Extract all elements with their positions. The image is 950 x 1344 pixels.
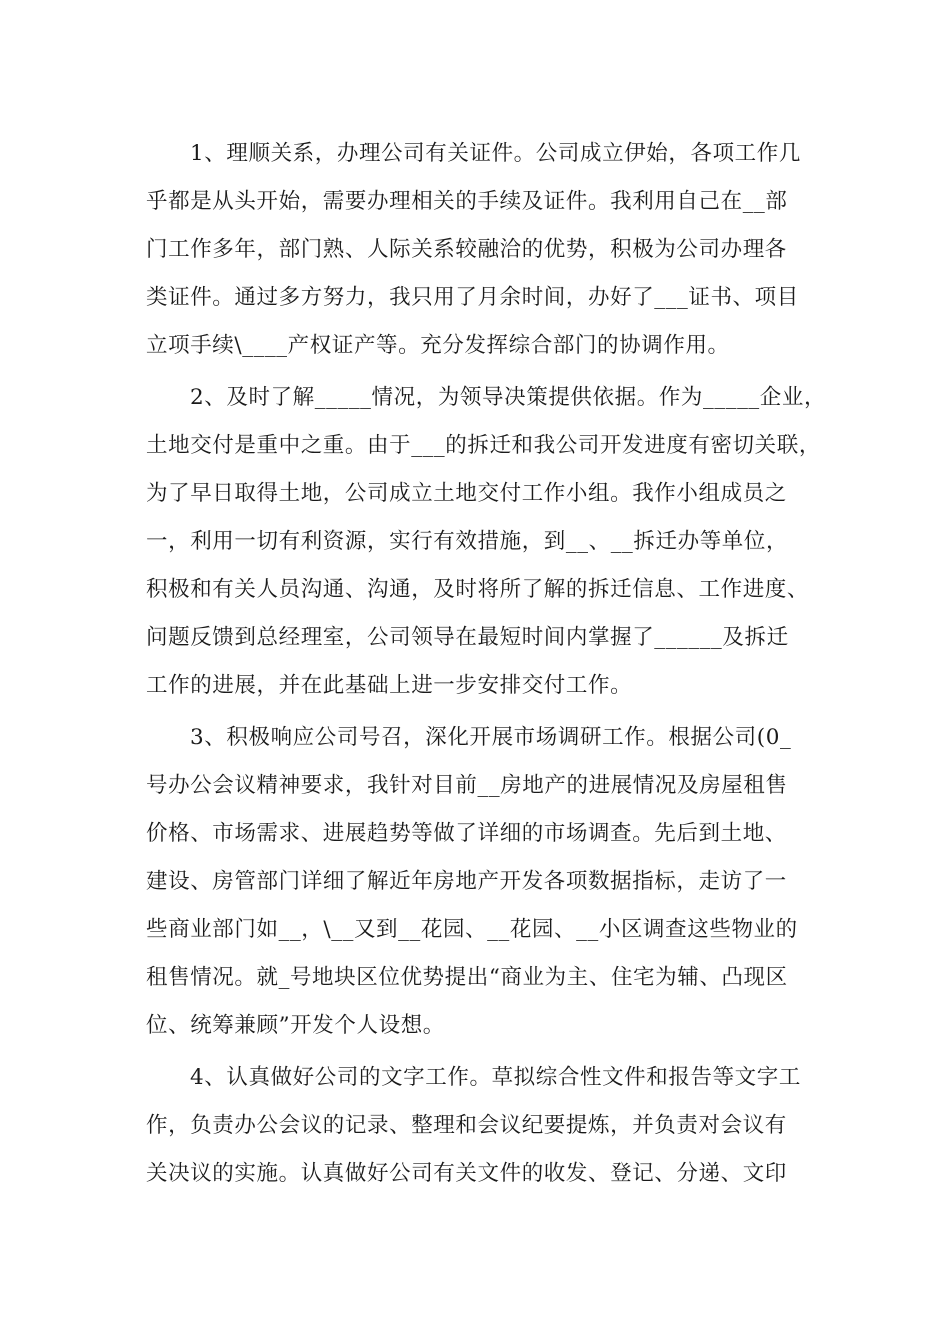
paragraph-2-line-5: 积极和有关人员沟通、沟通，及时将所了解的拆迁信息、工作进度、 (146, 577, 810, 602)
paragraph-1-line-2: 乎都是从头开始，需要办理相关的手续及证件。我利用自己在__部 (146, 189, 788, 214)
paragraph-1-line-1: 1、理顺关系，办理公司有关证件。公司成立伊始，各项工作几 (190, 141, 801, 166)
paragraph-3-line-6: 租售情况。就_号地块区位优势提出“商业为主、住宅为辅、凸现区 (146, 965, 788, 990)
paragraph-1-line-3: 门工作多年，部门熟、人际关系较融洽的优势，积极为公司办理各 (146, 237, 787, 262)
paragraph-2-line-7: 工作的进展，并在此基础上进一步安排交付工作。 (146, 673, 633, 698)
paragraph-2-line-1: 2、及时了解_____情况，为领导决策提供依据。作为_____企业， (190, 385, 827, 410)
paragraph-3-line-4: 建设、房管部门详细了解近年房地产开发各项数据指标，走访了一 (146, 869, 787, 894)
paragraph-4-line-1: 4、认真做好公司的文字工作。草拟综合性文件和报告等文字工 (190, 1065, 801, 1090)
paragraph-1-line-4: 类证件。通过多方努力，我只用了月余时间，办好了___证书、项目 (146, 285, 799, 310)
paragraph-4-line-2: 作，负责办公会议的记录、整理和会议纪要提炼，并负责对会议有 (146, 1113, 787, 1138)
paragraph-2-line-3: 为了早日取得土地，公司成立土地交付工作小组。我作小组成员之 (146, 481, 787, 506)
paragraph-3-line-5: 些商业部门如__，\__又到__花园、__花园、__小区调查这些物业的 (146, 917, 798, 942)
paragraph-3-line-1: 3、积极响应公司号召，深化开展市场调研工作。根据公司(0_ (190, 725, 792, 750)
paragraph-2-line-2: 土地交付是重中之重。由于___的拆迁和我公司开发进度有密切关联， (146, 433, 821, 458)
paragraph-2-line-6: 问题反馈到总经理室，公司领导在最短时间内掌握了______及拆迁 (146, 625, 789, 650)
paragraph-3-line-2: 号办公会议精神要求，我针对目前__房地产的进展情况及房屋租售 (146, 773, 788, 798)
paragraph-2-line-4: 一，利用一切有利资源，实行有效措施，到__、__拆迁办等单位， (146, 529, 789, 554)
paragraph-4-line-3: 关决议的实施。认真做好公司有关文件的收发、登记、分递、文印 (146, 1161, 787, 1186)
paragraph-1-line-5: 立项手续\____产权证产等。充分发挥综合部门的协调作用。 (146, 333, 730, 358)
paragraph-3-line-3: 价格、市场需求、进展趋势等做了详细的市场调查。先后到土地、 (146, 821, 787, 846)
paragraph-3-line-7: 位、统筹兼顾”开发个人设想。 (146, 1013, 445, 1038)
